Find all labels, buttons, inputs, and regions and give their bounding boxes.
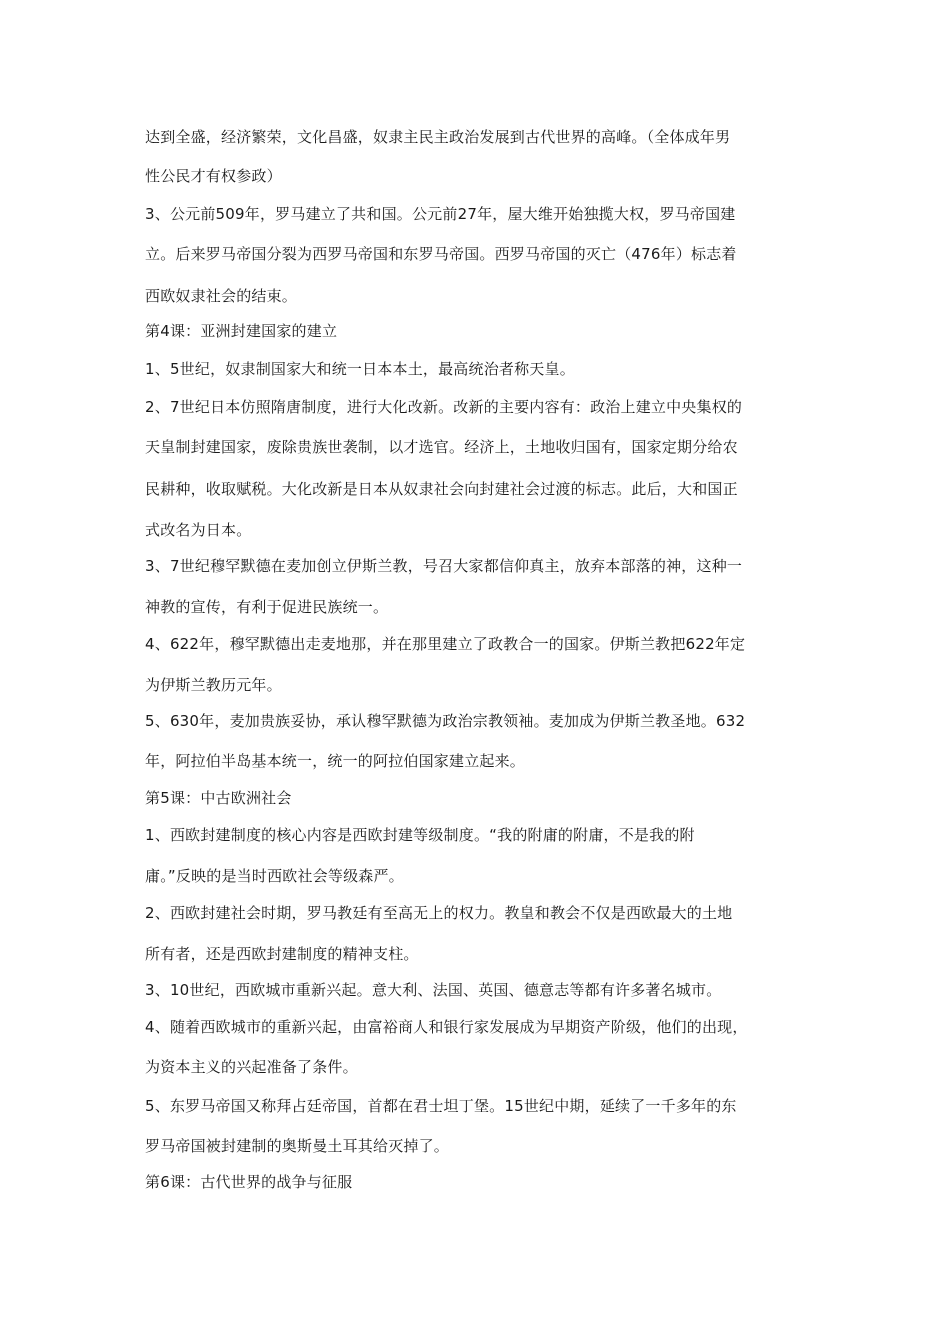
text-line: 立。后来罗马帝国分裂为西罗马帝国和东罗马帝国。西罗马帝国的灭亡（476年）标志着 [145,245,737,263]
text-line: 3、10世纪，西欧城市重新兴起。意大利、法国、英国、德意志等都有许多著名城市。 [145,981,722,999]
text-line: 3、公元前509年，罗马建立了共和国。公元前27年，屋大维开始独揽大权，罗马帝国建 [145,205,736,223]
text-line: 为资本主义的兴起准备了条件。 [145,1058,358,1076]
text-line: 为伊斯兰教历元年。 [145,676,282,694]
section-heading: 第4课：亚洲封建国家的建立 [145,322,338,340]
text-line: 2、西欧封建社会时期，罗马教廷有至高无上的权力。教皇和教会不仅是西欧最大的土地 [145,904,733,922]
text-line: 年，阿拉伯半岛基本统一，统一的阿拉伯国家建立起来。 [145,752,526,770]
section-heading: 第5课：中古欧洲社会 [145,789,292,807]
text-line: 1、西欧封建制度的核心内容是西欧封建等级制度。“我的附庸的附庸，不是我的附 [145,826,695,844]
text-line: 4、622年，穆罕默德出走麦地那，并在那里建立了政教合一的国家。伊斯兰教把622年定 [145,635,746,653]
text-line: 罗马帝国被封建制的奥斯曼土耳其给灭掉了。 [145,1137,450,1155]
text-line: 性公民才有权参政） [145,167,282,185]
text-line: 庸。”反映的是当时西欧社会等级森严。 [145,867,404,885]
text-line: 式改名为日本。 [145,521,252,539]
text-line: 神教的宣传，有利于促进民族统一。 [145,598,389,616]
text-line: 4、随着西欧城市的重新兴起，由富裕商人和银行家发展成为早期资产阶级，他们的出现， [145,1018,748,1036]
text-line: 达到全盛，经济繁荣，文化昌盛，奴隶主民主政治发展到古代世界的高峰。（全体成年男 [145,128,731,146]
text-line: 民耕种，收取赋税。大化改新是日本从奴隶社会向封建社会过渡的标志。此后，大和国正 [145,480,738,498]
text-line: 西欧奴隶社会的结束。 [145,287,298,305]
text-line: 天皇制封建国家，废除贵族世袭制，以才选官。经济上，土地收归国有，国家定期分给农 [145,438,738,456]
text-line: 2、7世纪日本仿照隋唐制度，进行大化改新。改新的主要内容有：政治上建立中央集权的 [145,398,743,416]
section-heading: 第6课：古代世界的战争与征服 [145,1173,353,1191]
text-line: 3、7世纪穆罕默德在麦加创立伊斯兰教，号召大家都信仰真主，放弃本部落的神，这种一 [145,557,743,575]
text-line: 所有者，还是西欧封建制度的精神支柱。 [145,945,419,963]
text-line: 1、5世纪，奴隶制国家大和统一日本本土，最高统治者称天皇。 [145,360,575,378]
text-line: 5、东罗马帝国又称拜占廷帝国，首都在君士坦丁堡。15世纪中期，延续了一千多年的东 [145,1097,737,1115]
text-line: 5、630年，麦加贵族妥协，承认穆罕默德为政治宗教领袖。麦加成为伊斯兰教圣地。632 [145,712,746,730]
